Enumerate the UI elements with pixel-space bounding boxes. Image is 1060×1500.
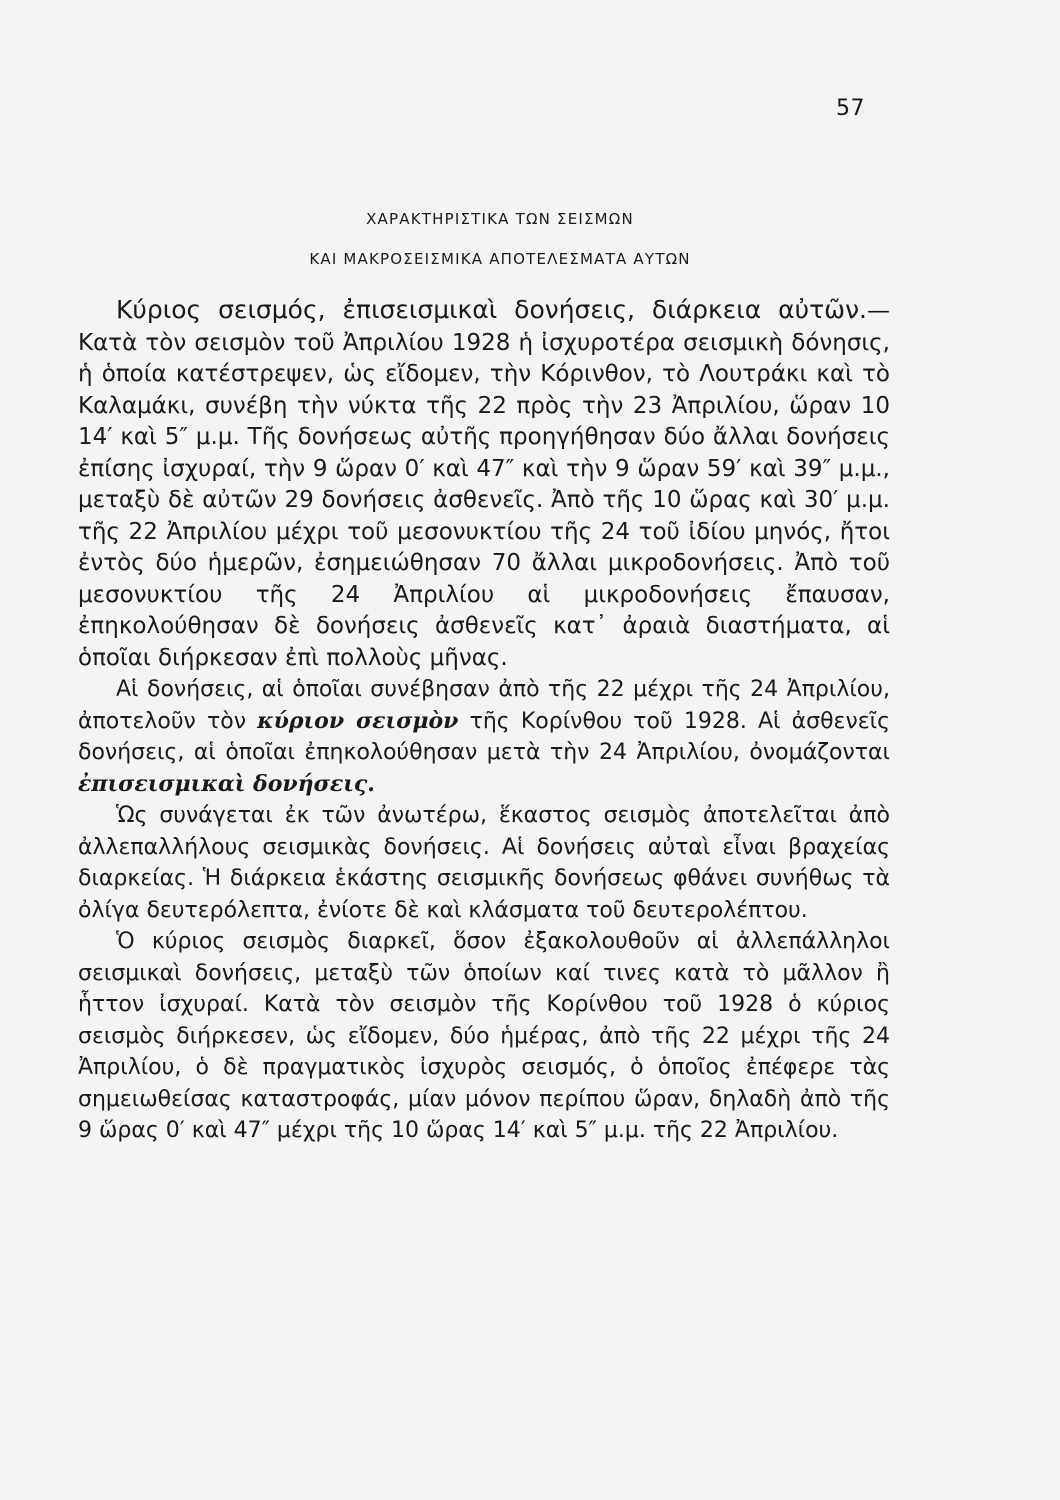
- section-heading-line-2: ΚΑΙ ΜΑΚΡΟΣΕΙΣΜΙΚΑ ΑΠΟΤΕΛΕΣΜΑΤΑ ΑΥΤΩΝ: [309, 250, 691, 268]
- paragraph-2: [78, 674, 890, 800]
- emphasis-term-aftershocks: ἐπισεισμικαὶ δονήσεις.: [78, 770, 375, 797]
- paragraph-2-part-2: τῆς Κορίνθου τοῦ 1928. Αἱ ἀσθενεῖς δονήσεις, αἱ ὁποῖαι ἐπηκολούθησαν μετὰ τὴν 24 Ἀπριλίου, ὀνομάζονται: [78, 708, 890, 765]
- body-text: [78, 294, 890, 1147]
- paragraph-1-text: — Κατὰ τὸν σεισμὸν τοῦ Ἀπριλίου 1928 ἡ ἰσχυροτέρα σεισμικὴ δόνησις, ἡ ὁποία κατέστρεψεν, ὡς εἴδομεν, τὴν Κόρινθον, τὸ Λουτράκι καὶ τὸ Καλαμάκι, συνέβη τὴν νύκτα τῆς 22 πρὸς τὴν 23 Ἀπριλίου, ὥραν 10 14′ καὶ 5″ μ.μ. Τῆς δονήσεως αὐτῆς προηγήθησαν δύο ἄλλαι δονήσεις ἐπίσης ἰσχυραί, τὴν 9 ὥραν 0′ καὶ 47″ καὶ τὴν 9 ὥραν 59′ καὶ 39″ μ.μ., μεταξὺ δὲ αὐτῶν 29 δονήσεις ἀσθενεῖς. Ἀπὸ τῆς 10 ὥρας καὶ 30′ μ.μ. τῆς 22 Ἀπριλίου μέχρι τοῦ μεσονυκτίου τῆς 24 τοῦ ἰδίου μηνός, ἤτοι ἐντὸς δύο ἡμερῶν, ἐσημειώθησαν 70 ἄλλαι μικροδονήσεις. Ἀπὸ τοῦ μεσονυκτίου τῆς 24 Ἀπριλίου αἱ μικροδονήσεις ἔπαυσαν, ἐπηκολούθησαν δὲ δονήσεις ἀσθενεῖς κατ᾽ ἀραιὰ διαστήματα, αἱ ὁποῖαι διήρκεσαν ἐπὶ πολλοὺς μῆνας.: [78, 298, 890, 671]
- emphasis-term-main-earthquake: κύριον σεισμὸν: [257, 707, 459, 734]
- paragraph-1: [78, 294, 890, 674]
- section-heading-line-1: ΧΑΡΑΚΤΗΡΙΣΤΙΚΑ ΤΩΝ ΣΕΙΣΜΩΝ: [366, 210, 634, 228]
- paragraph-4: Ὁ κύριος σεισμὸς διαρκεῖ, ὅσον ἐξακολουθοῦν αἱ ἀλλεπάλληλοι σεισμικαὶ δονήσεις, μεταξὺ τῶν ὁποίων καί τινες κατὰ τὸ μᾶλλον ἢ ἧττον ἰσχυραί. Κατὰ τὸν σεισμὸν τῆς Κορίνθου τοῦ 1928 ὁ κύριος σεισμὸς διήρκεσεν, ὡς εἴδομεν, δύο ἡμέρας, ἀπὸ τῆς 22 μέχρι τῆς 24 Ἀπριλίου, ὁ δὲ πραγματικὸς ἰσχυρὸς σεισμός, ὁ ὁποῖος ἐπέφερε τὰς σημειωθείσας καταστροφάς, μίαν μόνον περίπου ὥραν, δηλαδὴ ἀπὸ τῆς 9 ὥρας 0′ καὶ 47″ μέχρι τῆς 10 ὥρας 14′ καὶ 5″ μ.μ. τῆς 22 Ἀπριλίου.: [78, 929, 890, 1143]
- paragraph-3: Ὡς συνάγεται ἐκ τῶν ἀνωτέρω, ἕκαστος σεισμὸς ἀποτελεῖται ἀπὸ ἀλλεπαλλήλους σεισμικὰς δονήσεις. Αἱ δονήσεις αὐταὶ εἶναι βραχείας διαρκείας. Ἡ διάρκεια ἑκάστης σεισμικῆς δονήσεως φθάνει συνήθως τὰ ὀλίγα δευτερόλεπτα, ἐνίοτε δὲ καὶ κλάσματα τοῦ δευτερολέπτου.: [78, 803, 890, 923]
- page-number: 57: [836, 96, 865, 121]
- paragraph-lead: Κύριος σεισμός, ἐπισεισμικαὶ δονήσεις, διάρκεια αὐτῶν.: [116, 295, 867, 324]
- paragraph-2-part-1: Αἱ δονήσεις, αἱ ὁποῖαι συνέβησαν ἀπὸ τῆς 22 μέχρι τῆς 24 Ἀπριλίου, ἀποτελοῦν τὸν: [78, 677, 890, 734]
